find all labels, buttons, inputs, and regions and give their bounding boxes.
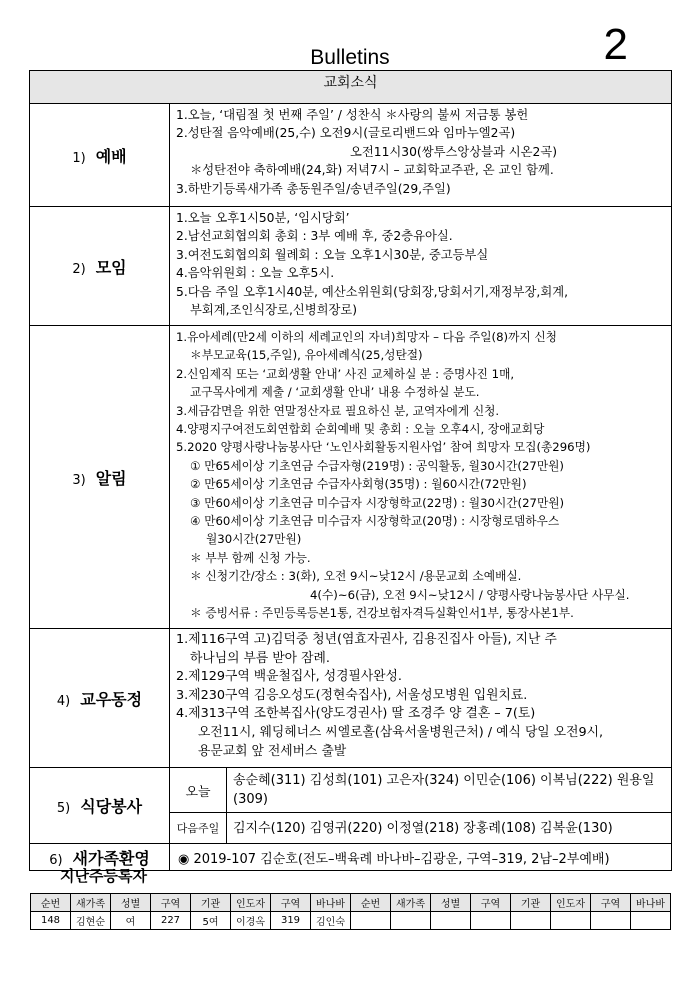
page-number: 2 xyxy=(603,20,628,69)
section-meeting xyxy=(30,207,672,326)
content-line: ＊ 부부 함께 신청 가능. xyxy=(190,550,311,565)
content-line: 2.신임제직 또는 ‘교회생활 안내’ 사진 교체하실 분 : 증명사진 1매, xyxy=(176,366,515,381)
content-line: 교구목사에게 제출 / ‘교회생활 안내’ 내용 수정하실 분도. xyxy=(190,385,480,400)
col-header: 구역 xyxy=(271,894,311,912)
section-number: 3) xyxy=(72,472,86,488)
section-content-members xyxy=(170,629,672,768)
content-line: 오전11시30(쌍투스앙상블과 시온2곡) xyxy=(350,144,558,159)
section-heading: 예배 xyxy=(95,146,127,166)
content-line: 월30시간(27만원) xyxy=(206,532,302,547)
col-header: 바나바 xyxy=(311,894,351,912)
section-label-worship xyxy=(30,104,170,207)
section-label-notice xyxy=(30,326,170,629)
meal-next-names: 김지수(120) 김영귀(220) 이정열(218) 장홍례(108) 김복윤(130) xyxy=(227,813,672,844)
registration-row xyxy=(31,912,671,930)
section-number: 2) xyxy=(72,261,86,277)
section-content-worship xyxy=(170,104,672,207)
table-cell xyxy=(471,912,511,930)
content-line: 4.제313구역 조한복집사(양도경권사) 딸 조경주 양 결혼 – 7(토) xyxy=(176,706,536,722)
content-line: ① 만65세이상 기초연금 수급자형(219명) : 공익활동, 월30시간(27만원) xyxy=(190,458,564,473)
content-line: 1.유아세례(만2세 이하의 세례교인의 자녀)희망자 – 다음 주일(8)까지 신청 xyxy=(176,330,557,344)
table-cell: 김현순 xyxy=(71,912,111,930)
content-line: 3.하반기등록새가족 총동원주일/송년주일(29,주일) xyxy=(176,181,451,196)
table-cell xyxy=(631,912,671,930)
content-line: ＊성탄전야 축하예배(24,화) 저녁7시 – 교회학교주관, 온 교인 함께. xyxy=(190,163,554,178)
content-line: 2.성탄절 음악예배(25,수) 오전9시(글로리밴드와 임마누엘2곡) xyxy=(176,126,516,141)
col-header: 구역 xyxy=(591,894,631,912)
section-heading: 교우동정 xyxy=(80,689,143,709)
meal-today-label: 오늘 xyxy=(170,768,227,813)
table-cell: 319 xyxy=(271,912,311,930)
bulletin-header xyxy=(0,20,700,72)
col-header: 성별 xyxy=(111,894,151,912)
section-number: 6) xyxy=(49,852,63,868)
content-line: 3.여전도회협의회 월례회 : 오늘 오후1시30분, 중고등부실 xyxy=(176,247,489,262)
section-notice xyxy=(30,326,672,629)
table-cell xyxy=(431,912,471,930)
content-line: 용문교회 앞 전세버스 출발 xyxy=(198,743,347,759)
table-cell xyxy=(391,912,431,930)
content-line: 3.제230구역 김응오성도(정현숙집사), 서울성모병원 입원치료. xyxy=(176,687,528,703)
section-number: 4) xyxy=(56,693,71,709)
section-label-members xyxy=(30,629,170,768)
content-line: 하나님의 부름 받아 잠례. xyxy=(190,650,330,666)
meal-next-label: 다음주일 xyxy=(170,813,227,844)
col-header: 기관 xyxy=(511,894,551,912)
section-meal-today xyxy=(30,768,672,813)
table-cell: 여 xyxy=(111,912,151,930)
content-line: ③ 만60세이상 기초연금 미수급자 시장형학교(22명) : 월30시간(27만원) xyxy=(190,495,565,510)
col-header: 구역 xyxy=(471,894,511,912)
content-line: ＊ 증빙서류 : 주민등록등본1통, 건강보험자격득실확인서1부, 통장사본1부. xyxy=(190,606,574,621)
registration-title: 지난주등록자 xyxy=(60,867,147,885)
col-header: 인도자 xyxy=(231,894,271,912)
content-line: 1.오늘 오후1시50분, ‘임시당회’ xyxy=(176,211,350,225)
table-cell: 227 xyxy=(151,912,191,930)
section-label-meeting xyxy=(30,207,170,326)
registration-header-row xyxy=(31,894,671,912)
section-content-notice xyxy=(170,326,672,629)
section-number: 1) xyxy=(72,150,86,166)
section-heading: 알림 xyxy=(95,468,127,488)
col-header: 바나바 xyxy=(631,894,671,912)
col-header: 성별 xyxy=(431,894,471,912)
content-line: 1.제116구역 고)김덕중 청년(염효자권사, 김용진집사 아들), 지난 주 xyxy=(176,632,557,647)
meal-today-names: 송순혜(311) 김성희(101) 고은자(324) 이민순(106) 이복님(222) 원용일(309) xyxy=(227,768,672,813)
table-cell xyxy=(551,912,591,930)
section-label-meal xyxy=(30,768,170,844)
table-cell: 김인숙 xyxy=(311,912,351,930)
col-header: 새가족 xyxy=(71,894,111,912)
table-cell xyxy=(591,912,631,930)
banner-church-news: 교회소식 xyxy=(30,71,672,104)
section-heading: 식당봉사 xyxy=(80,797,143,816)
table-cell: 5여 xyxy=(191,912,231,930)
newfamily-entry: ◉ 2019-107 김순호(전도–백육례 바나바–김광운, 구역–319, 2남–2부예배) xyxy=(170,844,672,871)
content-line: 3.세금감면을 위한 연말정산자료 필요하신 분, 교역자에게 신청. xyxy=(176,403,500,418)
col-header: 기관 xyxy=(191,894,231,912)
content-line: 5.다음 주일 오후1시40분, 예산소위원회(당회장,당회서기,재정부장,회계, xyxy=(176,284,568,299)
content-line: 오전11시, 웨딩헤너스 씨엘로홀(삼육서울병원근처) / 예식 당일 오전9시, xyxy=(198,724,604,740)
section-worship xyxy=(30,104,672,207)
section-members xyxy=(30,629,672,768)
content-line: 4(수)~6(금), 오전 9시~낮12시 / 양평사랑나눔봉사단 사무실. xyxy=(310,587,630,602)
section-heading: 모임 xyxy=(95,257,127,277)
section-heading: 새가족환영 xyxy=(72,848,150,868)
section-number: 5) xyxy=(56,801,71,816)
section-content-meeting xyxy=(170,207,672,326)
page-title: Bulletins xyxy=(310,46,390,69)
content-line: 부회계,조인식장로,신병희장로) xyxy=(190,303,358,318)
col-header: 새가족 xyxy=(391,894,431,912)
content-line: 2.남선교회협의회 총회 : 3부 예배 후, 중2층유아실. xyxy=(176,229,453,244)
content-line: ＊부모교육(15,주일), 유아세례식(25,성탄절) xyxy=(190,348,423,363)
content-line: ② 만65세이상 기초연금 수급자사회형(35명) : 월60시간(72만원) xyxy=(190,477,527,492)
content-line: 2.제129구역 백윤철집사, 성경필사완성. xyxy=(176,669,402,685)
table-cell: 이경옥 xyxy=(231,912,271,930)
content-line: 5.2020 양평사랑나눔봉사단 ‘노인사회활동지원사업’ 참여 희망자 모집(총296명) xyxy=(176,440,591,455)
col-header: 인도자 xyxy=(551,894,591,912)
table-cell: 148 xyxy=(31,912,71,930)
table-cell xyxy=(351,912,391,930)
table-cell xyxy=(511,912,551,930)
col-header: 순번 xyxy=(351,894,391,912)
content-line: 4.양평지구여전도회연합회 순회예배 및 총회 : 오늘 오후4시, 장애교회당 xyxy=(176,422,545,437)
col-header: 구역 xyxy=(151,894,191,912)
registration-table xyxy=(30,893,671,930)
content-line: 1.오늘, ‘대림절 첫 번째 주일’ / 성찬식 ＊사랑의 불씨 저금통 봉헌 xyxy=(176,108,529,122)
content-line: ＊ 신청기간/장소 : 3(화), 오전 9시~낮12시 /용문교회 소예배실. xyxy=(190,569,522,584)
content-line: 4.음악위원회 : 오늘 오후5시. xyxy=(176,266,335,281)
content-line: ④ 만60세이상 기초연금 미수급자 시장형학교(20명) : 시장형로뎀하우스 xyxy=(190,514,560,529)
col-header: 순번 xyxy=(31,894,71,912)
church-news-table xyxy=(29,70,672,871)
banner-row xyxy=(30,71,672,104)
